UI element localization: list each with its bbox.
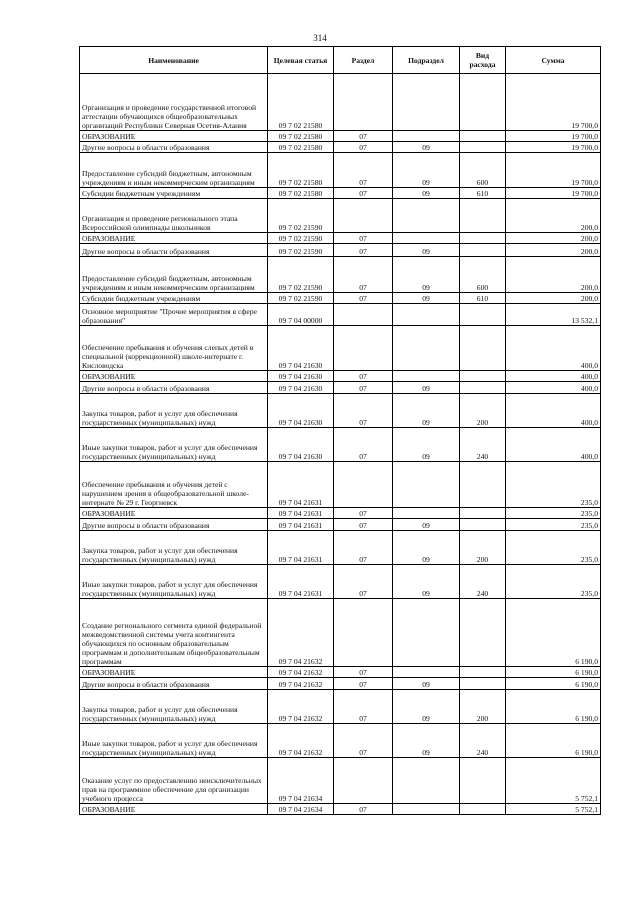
- row-section: [334, 304, 393, 326]
- table-row: [80, 667, 601, 678]
- row-target-article: 09 7 02 21590: [268, 233, 334, 244]
- row-subsection: 09: [393, 382, 460, 394]
- row-subsection: [393, 371, 460, 382]
- row-expense-type: [460, 304, 506, 326]
- row-expense-type: 200: [460, 531, 506, 565]
- row-subsection: [393, 758, 460, 804]
- row-amount: 6 190,0: [506, 678, 601, 690]
- table-row: [80, 599, 601, 667]
- row-target-article: 09 7 02 21580: [268, 188, 334, 199]
- row-expense-type: [460, 678, 506, 690]
- row-target-article: 09 7 04 21632: [268, 678, 334, 690]
- row-subsection: 09: [393, 244, 460, 257]
- row-name: Иные закупки товаров, работ и услуг для обеспечения государственных (муниципальных) нужд: [80, 565, 268, 599]
- row-amount: 6 190,0: [506, 599, 601, 667]
- row-expense-type: 200: [460, 690, 506, 724]
- row-section: [334, 758, 393, 804]
- table-row: [80, 462, 601, 508]
- row-expense-type: [460, 74, 506, 131]
- row-amount: 19 700,0: [506, 142, 601, 153]
- row-subsection: 09: [393, 519, 460, 531]
- row-name: Организация и проведение регионального этапа Всероссийской олимпиады школьников: [80, 199, 268, 233]
- table-row: [80, 758, 601, 804]
- row-name: Субсидии бюджетным учреждениям: [80, 293, 268, 304]
- row-name: Оказание услуг по предоставлению неисключительных прав на программное обеспечение для организации учебного процесса: [80, 758, 268, 804]
- row-name: Закупка товаров, работ и услуг для обеспечения государственных (муниципальных) нужд: [80, 690, 268, 724]
- header-amount: Сумма: [506, 47, 601, 74]
- row-name: Закупка товаров, работ и услуг для обеспечения государственных (муниципальных) нужд: [80, 394, 268, 428]
- row-section: 07: [334, 724, 393, 758]
- row-expense-type: [460, 599, 506, 667]
- row-name: Субсидии бюджетным учреждениям: [80, 188, 268, 199]
- row-name: ОБРАЗОВАНИЕ: [80, 371, 268, 382]
- row-target-article: 09 7 02 21580: [268, 153, 334, 188]
- row-subsection: [393, 74, 460, 131]
- table-row: [80, 293, 601, 304]
- row-expense-type: 240: [460, 428, 506, 462]
- table-header-row: [80, 47, 601, 74]
- row-section: 07: [334, 508, 393, 519]
- row-target-article: 09 7 04 21631: [268, 565, 334, 599]
- row-section: 07: [334, 371, 393, 382]
- row-name: Закупка товаров, работ и услуг для обеспечения государственных (муниципальных) нужд: [80, 531, 268, 565]
- row-expense-type: [460, 371, 506, 382]
- row-amount: 400,0: [506, 326, 601, 371]
- row-section: [334, 326, 393, 371]
- table-row: [80, 153, 601, 188]
- row-subsection: 09: [393, 428, 460, 462]
- row-name: Создание регионального сегмента единой федеральной межведомственной системы учета контингента обучающихся по основным образовательным программам и дополнительным общеобразовательным программам: [80, 599, 268, 667]
- row-amount: 6 190,0: [506, 690, 601, 724]
- row-expense-type: 600: [460, 153, 506, 188]
- table-row: [80, 371, 601, 382]
- row-name: Организация и проведение государственной итоговой аттестации обучающихся общеобразовательных организаций Республики Северная Осетия-Алания: [80, 74, 268, 131]
- row-section: 07: [334, 244, 393, 257]
- row-subsection: 09: [393, 293, 460, 304]
- row-target-article: 09 7 02 21580: [268, 142, 334, 153]
- row-amount: 235,0: [506, 462, 601, 508]
- row-amount: 235,0: [506, 531, 601, 565]
- row-target-article: 09 7 02 21590: [268, 257, 334, 293]
- row-subsection: [393, 599, 460, 667]
- header-name: Наименование: [80, 47, 268, 74]
- table-row: [80, 724, 601, 758]
- row-name: ОБРАЗОВАНИЕ: [80, 131, 268, 142]
- table-row: [80, 394, 601, 428]
- row-section: 07: [334, 293, 393, 304]
- row-section: 07: [334, 531, 393, 565]
- row-section: 07: [334, 142, 393, 153]
- row-target-article: 09 7 04 00000: [268, 304, 334, 326]
- header-target-article: Целевая статья: [268, 47, 334, 74]
- row-name: Предоставление субсидий бюджетным, автономным учреждениям и иным некоммерческим организациям: [80, 257, 268, 293]
- row-expense-type: [460, 142, 506, 153]
- table-row: [80, 804, 601, 815]
- row-section: [334, 462, 393, 508]
- row-target-article: 09 7 04 21630: [268, 371, 334, 382]
- row-target-article: 09 7 04 21631: [268, 531, 334, 565]
- row-name: Другие вопросы в области образования: [80, 244, 268, 257]
- row-subsection: 09: [393, 724, 460, 758]
- row-section: 07: [334, 188, 393, 199]
- page-number: 314: [313, 33, 327, 43]
- row-subsection: [393, 199, 460, 233]
- row-amount: 200,0: [506, 293, 601, 304]
- row-section: 07: [334, 690, 393, 724]
- row-section: 07: [334, 565, 393, 599]
- row-name: Обеспечение пребывания и обучения детей с нарушением зрения в общеобразовательной школе-интернате № 29 г. Георгиевск: [80, 462, 268, 508]
- row-target-article: 09 7 04 21632: [268, 599, 334, 667]
- row-subsection: 09: [393, 394, 460, 428]
- table-row: [80, 131, 601, 142]
- row-section: 07: [334, 131, 393, 142]
- row-amount: 19 700,0: [506, 131, 601, 142]
- row-expense-type: 200: [460, 394, 506, 428]
- row-name: Другие вопросы в области образования: [80, 142, 268, 153]
- row-amount: 200,0: [506, 233, 601, 244]
- row-section: 07: [334, 667, 393, 678]
- row-amount: 200,0: [506, 257, 601, 293]
- header-section: Раздел: [334, 47, 393, 74]
- row-section: 07: [334, 804, 393, 815]
- row-expense-type: [460, 233, 506, 244]
- row-expense-type: [460, 131, 506, 142]
- row-target-article: 09 7 02 21590: [268, 244, 334, 257]
- row-target-article: 09 7 04 21632: [268, 690, 334, 724]
- row-name: ОБРАЗОВАНИЕ: [80, 667, 268, 678]
- row-name: Иные закупки товаров, работ и услуг для обеспечения государственных (муниципальных) нужд: [80, 724, 268, 758]
- header-subsection: Подраздел: [393, 47, 460, 74]
- row-expense-type: 600: [460, 257, 506, 293]
- row-name: ОБРАЗОВАНИЕ: [80, 233, 268, 244]
- row-target-article: 09 7 02 21590: [268, 199, 334, 233]
- row-amount: 6 190,0: [506, 724, 601, 758]
- row-subsection: [393, 667, 460, 678]
- row-amount: 400,0: [506, 428, 601, 462]
- row-expense-type: 610: [460, 293, 506, 304]
- row-expense-type: [460, 244, 506, 257]
- row-target-article: 09 7 04 21630: [268, 428, 334, 462]
- row-subsection: 09: [393, 257, 460, 293]
- row-subsection: 09: [393, 142, 460, 153]
- budget-table: [79, 46, 601, 815]
- row-expense-type: [460, 508, 506, 519]
- row-subsection: 09: [393, 690, 460, 724]
- row-subsection: 09: [393, 678, 460, 690]
- row-expense-type: [460, 382, 506, 394]
- table-row: [80, 244, 601, 257]
- row-target-article: 09 7 04 21630: [268, 394, 334, 428]
- row-section: [334, 74, 393, 131]
- table-row: [80, 74, 601, 131]
- row-section: [334, 599, 393, 667]
- row-target-article: 09 7 02 21580: [268, 131, 334, 142]
- row-name: Обеспечение пребывания и обучения слепых детей в специальной (коррекционной) школе-интернате г. Кисловодска: [80, 326, 268, 371]
- row-subsection: 09: [393, 531, 460, 565]
- row-amount: 13 532,1: [506, 304, 601, 326]
- row-expense-type: 240: [460, 565, 506, 599]
- table-row: [80, 257, 601, 293]
- row-target-article: 09 7 02 21590: [268, 293, 334, 304]
- row-section: 07: [334, 394, 393, 428]
- row-section: [334, 199, 393, 233]
- row-section: 07: [334, 233, 393, 244]
- row-amount: 19 700,0: [506, 188, 601, 199]
- row-section: 07: [334, 678, 393, 690]
- row-section: 07: [334, 257, 393, 293]
- row-subsection: [393, 508, 460, 519]
- row-subsection: 09: [393, 565, 460, 599]
- row-expense-type: [460, 804, 506, 815]
- table-row: [80, 233, 601, 244]
- row-subsection: [393, 462, 460, 508]
- row-amount: 235,0: [506, 508, 601, 519]
- row-target-article: 09 7 04 21631: [268, 462, 334, 508]
- header-expense-type: Вид расхода: [460, 47, 506, 74]
- table-row: [80, 428, 601, 462]
- row-expense-type: [460, 462, 506, 508]
- row-expense-type: 240: [460, 724, 506, 758]
- row-expense-type: [460, 758, 506, 804]
- row-name: Другие вопросы в области образования: [80, 519, 268, 531]
- row-amount: 5 752,1: [506, 758, 601, 804]
- table-row: [80, 565, 601, 599]
- table-body: [80, 74, 601, 815]
- table-row: [80, 690, 601, 724]
- row-name: Другие вопросы в области образования: [80, 678, 268, 690]
- table-row: [80, 304, 601, 326]
- row-name: Основное мероприятие "Прочие мероприятия в сфере образования": [80, 304, 268, 326]
- row-amount: 200,0: [506, 244, 601, 257]
- row-section: 07: [334, 519, 393, 531]
- row-section: 07: [334, 428, 393, 462]
- table-row: [80, 531, 601, 565]
- row-amount: 19 700,0: [506, 153, 601, 188]
- row-target-article: 09 7 04 21630: [268, 382, 334, 394]
- row-amount: 400,0: [506, 394, 601, 428]
- row-target-article: 09 7 02 21580: [268, 74, 334, 131]
- row-amount: 6 190,0: [506, 667, 601, 678]
- row-target-article: 09 7 04 21634: [268, 758, 334, 804]
- row-name: ОБРАЗОВАНИЕ: [80, 804, 268, 815]
- row-name: Предоставление субсидий бюджетным, автономным учреждениям и иным некоммерческим организациям: [80, 153, 268, 188]
- row-expense-type: [460, 519, 506, 531]
- table-row: [80, 188, 601, 199]
- table-row: [80, 519, 601, 531]
- row-target-article: 09 7 04 21631: [268, 508, 334, 519]
- row-amount: 400,0: [506, 371, 601, 382]
- row-name: ОБРАЗОВАНИЕ: [80, 508, 268, 519]
- row-target-article: 09 7 04 21630: [268, 326, 334, 371]
- row-subsection: [393, 233, 460, 244]
- row-section: 07: [334, 382, 393, 394]
- row-expense-type: [460, 667, 506, 678]
- table-row: [80, 382, 601, 394]
- row-subsection: 09: [393, 153, 460, 188]
- row-subsection: [393, 304, 460, 326]
- table-row: [80, 326, 601, 371]
- row-expense-type: [460, 199, 506, 233]
- row-target-article: 09 7 04 21632: [268, 667, 334, 678]
- row-amount: 200,0: [506, 199, 601, 233]
- row-amount: 19 700,0: [506, 74, 601, 131]
- row-target-article: 09 7 04 21634: [268, 804, 334, 815]
- row-name: Другие вопросы в области образования: [80, 382, 268, 394]
- row-amount: 235,0: [506, 519, 601, 531]
- row-section: 07: [334, 153, 393, 188]
- table-row: [80, 508, 601, 519]
- row-target-article: 09 7 04 21631: [268, 519, 334, 531]
- row-subsection: 09: [393, 188, 460, 199]
- table-row: [80, 199, 601, 233]
- row-target-article: 09 7 04 21632: [268, 724, 334, 758]
- row-expense-type: [460, 326, 506, 371]
- row-name: Иные закупки товаров, работ и услуг для обеспечения государственных (муниципальных) нужд: [80, 428, 268, 462]
- row-amount: 400,0: [506, 382, 601, 394]
- row-amount: 235,0: [506, 565, 601, 599]
- table-row: [80, 142, 601, 153]
- row-expense-type: 610: [460, 188, 506, 199]
- table-row: [80, 678, 601, 690]
- row-subsection: [393, 804, 460, 815]
- row-amount: 5 752,1: [506, 804, 601, 815]
- row-subsection: [393, 131, 460, 142]
- row-subsection: [393, 326, 460, 371]
